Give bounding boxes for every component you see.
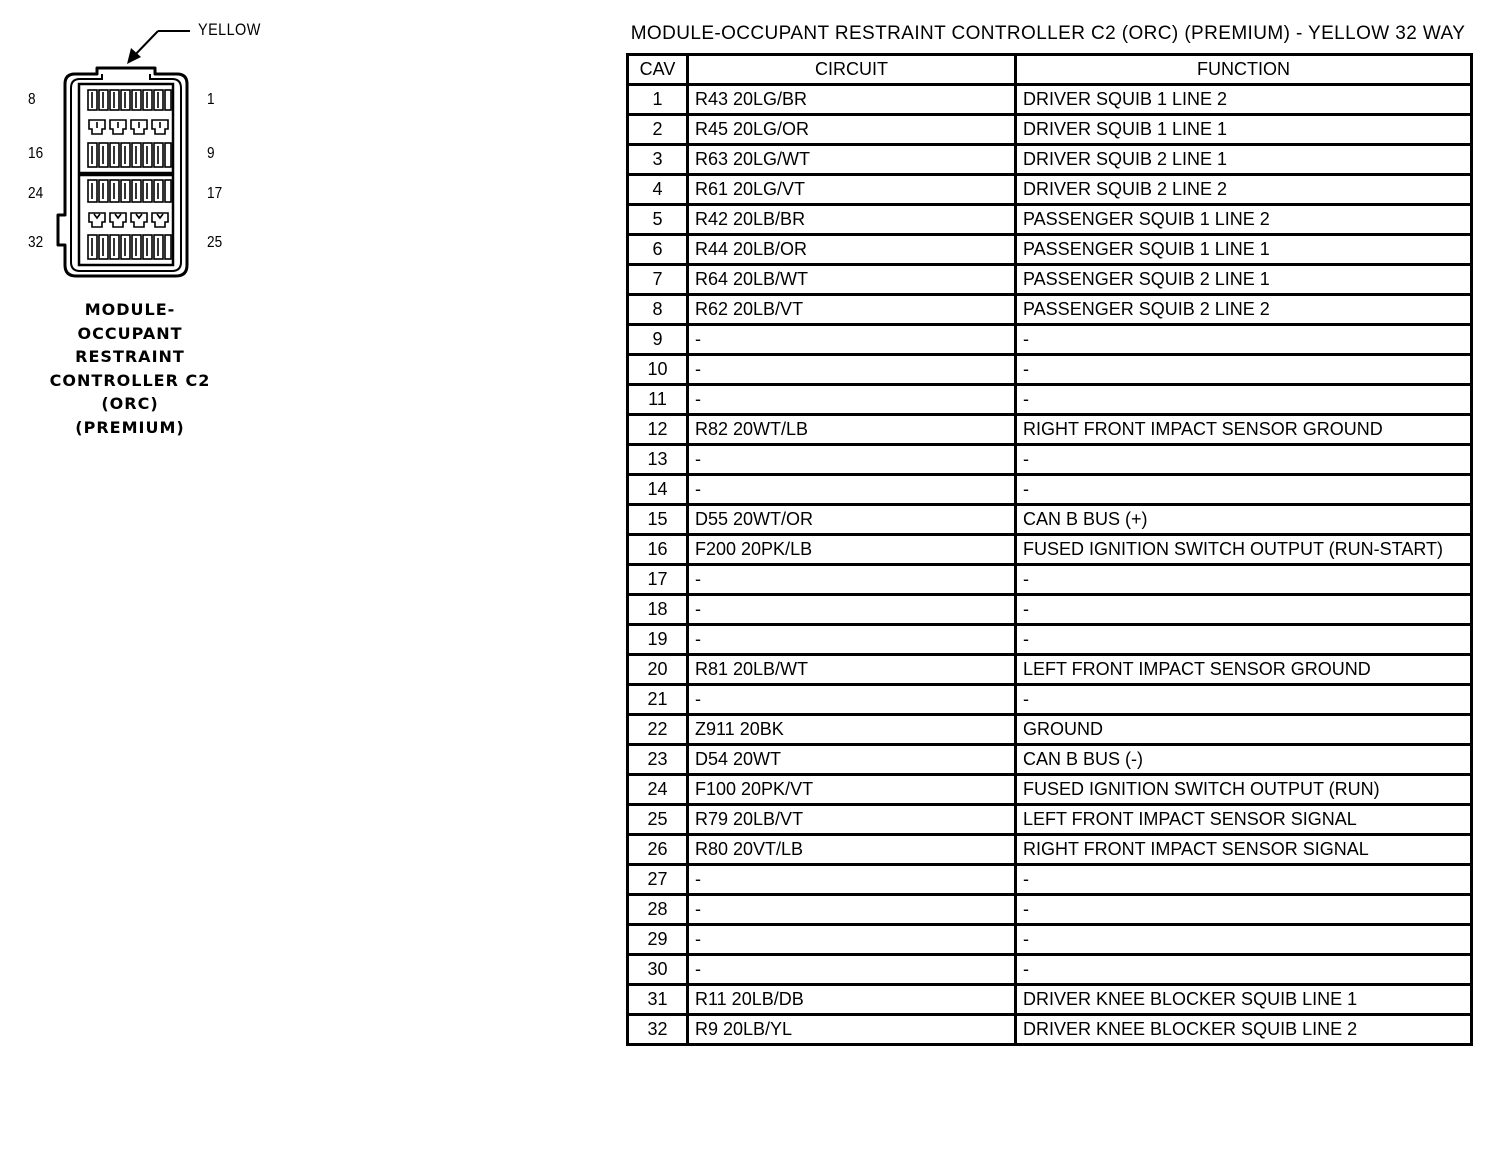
cav-cell: 20 [628, 655, 688, 685]
circuit-cell: - [688, 865, 1016, 895]
cav-cell: 4 [628, 175, 688, 205]
cav-cell: 14 [628, 475, 688, 505]
cav-cell: 13 [628, 445, 688, 475]
function-cell: RIGHT FRONT IMPACT SENSOR GROUND [1016, 415, 1472, 445]
table-row [628, 1015, 1472, 1045]
pin-label-16: 16 [28, 145, 44, 162]
connector-shell [58, 68, 187, 276]
cav-cell: 27 [628, 865, 688, 895]
circuit-cell: R82 20WT/LB [688, 415, 1016, 445]
cav-cell: 3 [628, 145, 688, 175]
function-cell: PASSENGER SQUIB 1 LINE 2 [1016, 205, 1472, 235]
function-cell: FUSED IGNITION SWITCH OUTPUT (RUN) [1016, 775, 1472, 805]
table-row [628, 145, 1472, 175]
connector-title-line: OCCUPANT [77, 323, 183, 343]
circuit-cell: - [688, 625, 1016, 655]
function-cell: DRIVER SQUIB 2 LINE 1 [1016, 145, 1472, 175]
circuit-cell: - [688, 925, 1016, 955]
table-row [628, 805, 1472, 835]
cav-cell: 24 [628, 775, 688, 805]
circuit-cell: - [688, 445, 1016, 475]
function-cell: - [1016, 955, 1472, 985]
cav-cell: 22 [628, 715, 688, 745]
table-row [628, 925, 1472, 955]
cav-cell: 29 [628, 925, 688, 955]
cav-cell: 31 [628, 985, 688, 1015]
table-row [628, 115, 1472, 145]
connector-face-drawing [0, 0, 300, 300]
circuit-cell: - [688, 895, 1016, 925]
circuit-cell: - [688, 475, 1016, 505]
table-row [628, 565, 1472, 595]
circuit-cell: R45 20LG/OR [688, 115, 1016, 145]
table-row [628, 415, 1472, 445]
lower-cavity-row-top [88, 180, 171, 202]
function-cell: - [1016, 625, 1472, 655]
connector-diagram [0, 0, 300, 300]
table-row [628, 895, 1472, 925]
circuit-cell: R81 20LB/WT [688, 655, 1016, 685]
circuit-cell: R64 20LB/WT [688, 265, 1016, 295]
table-row [628, 835, 1472, 865]
circuit-cell: D55 20WT/OR [688, 505, 1016, 535]
upper-cavity-row-bottom [88, 143, 171, 167]
pinout-table [626, 53, 1473, 1046]
circuit-cell: R43 20LG/BR [688, 85, 1016, 115]
table-row [628, 265, 1472, 295]
function-cell: - [1016, 865, 1472, 895]
cav-cell: 28 [628, 895, 688, 925]
table-row [628, 535, 1472, 565]
circuit-cell: R61 20LG/VT [688, 175, 1016, 205]
color-callout-label: YELLOW [198, 20, 261, 39]
pin-label-17: 17 [207, 185, 223, 202]
circuit-cell: Z911 20BK [688, 715, 1016, 745]
upper-squib-cavities [89, 120, 168, 134]
table-row [628, 85, 1472, 115]
table-row [628, 445, 1472, 475]
function-cell: DRIVER SQUIB 1 LINE 2 [1016, 85, 1472, 115]
pin-label-25: 25 [207, 234, 223, 251]
function-cell: RIGHT FRONT IMPACT SENSOR SIGNAL [1016, 835, 1472, 865]
cav-cell: 23 [628, 745, 688, 775]
table-row [628, 505, 1472, 535]
header-function: FUNCTION [1016, 55, 1472, 85]
function-cell: - [1016, 355, 1472, 385]
lower-squib-cavities [89, 213, 168, 227]
table-row [628, 985, 1472, 1015]
table-row [628, 685, 1472, 715]
table-title: MODULE-OCCUPANT RESTRAINT CONTROLLER C2 (ORC) (PREMIUM) - YELLOW 32 WAY [630, 23, 1466, 44]
cav-cell: 2 [628, 115, 688, 145]
function-cell: DRIVER KNEE BLOCKER SQUIB LINE 1 [1016, 985, 1472, 1015]
connector-title-line: MODULE- [84, 300, 176, 319]
function-cell: - [1016, 895, 1472, 925]
connector-title-line: RESTRAINT [75, 347, 185, 366]
cav-cell: 16 [628, 535, 688, 565]
function-cell: - [1016, 475, 1472, 505]
function-cell: CAN B BUS (-) [1016, 745, 1472, 775]
function-cell: PASSENGER SQUIB 1 LINE 1 [1016, 235, 1472, 265]
function-cell: - [1016, 385, 1472, 415]
cav-cell: 7 [628, 265, 688, 295]
circuit-cell: R63 20LG/WT [688, 145, 1016, 175]
circuit-cell: R62 20LB/VT [688, 295, 1016, 325]
cav-cell: 1 [628, 85, 688, 115]
circuit-cell: - [688, 565, 1016, 595]
table-row [628, 385, 1472, 415]
circuit-cell: F100 20PK/VT [688, 775, 1016, 805]
circuit-cell: - [688, 355, 1016, 385]
pin-label-9: 9 [207, 145, 215, 162]
cav-cell: 15 [628, 505, 688, 535]
circuit-cell: R44 20LB/OR [688, 235, 1016, 265]
table-row [628, 325, 1472, 355]
table-row [628, 355, 1472, 385]
circuit-cell: R79 20LB/VT [688, 805, 1016, 835]
cav-cell: 30 [628, 955, 688, 985]
connector-title-line: (PREMIUM) [75, 417, 185, 437]
circuit-cell: R80 20VT/LB [688, 835, 1016, 865]
connector-title-line: CONTROLLER C2 (ORC) [49, 370, 211, 413]
circuit-cell: - [688, 955, 1016, 985]
table-row [628, 595, 1472, 625]
table-row [628, 745, 1472, 775]
pin-label-8: 8 [28, 91, 36, 108]
circuit-cell: - [688, 385, 1016, 415]
function-cell: PASSENGER SQUIB 2 LINE 1 [1016, 265, 1472, 295]
table-header-row [628, 55, 1472, 85]
header-circuit: CIRCUIT [688, 55, 1016, 85]
table-row [628, 655, 1472, 685]
cav-cell: 17 [628, 565, 688, 595]
function-cell: DRIVER SQUIB 2 LINE 2 [1016, 175, 1472, 205]
function-cell: - [1016, 925, 1472, 955]
circuit-cell: - [688, 325, 1016, 355]
cav-cell: 5 [628, 205, 688, 235]
cav-cell: 11 [628, 385, 688, 415]
lower-cavity-row-bottom [88, 235, 171, 259]
cav-cell: 19 [628, 625, 688, 655]
table-row [628, 775, 1472, 805]
function-cell: - [1016, 595, 1472, 625]
color-callout-arrow [127, 31, 190, 64]
circuit-cell: R9 20LB/YL [688, 1015, 1016, 1045]
function-cell: LEFT FRONT IMPACT SENSOR GROUND [1016, 655, 1472, 685]
function-cell: DRIVER KNEE BLOCKER SQUIB LINE 2 [1016, 1015, 1472, 1045]
cav-cell: 12 [628, 415, 688, 445]
header-cav: CAV [628, 55, 688, 85]
table-row [628, 475, 1472, 505]
table-row [628, 865, 1472, 895]
cav-cell: 18 [628, 595, 688, 625]
function-cell: FUSED IGNITION SWITCH OUTPUT (RUN-START) [1016, 535, 1472, 565]
table-row [628, 205, 1472, 235]
table-row [628, 175, 1472, 205]
cav-cell: 25 [628, 805, 688, 835]
table-body [628, 85, 1472, 1045]
function-cell: GROUND [1016, 715, 1472, 745]
function-cell: - [1016, 445, 1472, 475]
upper-cavity-row-top [88, 90, 171, 110]
circuit-cell: F200 20PK/LB [688, 535, 1016, 565]
function-cell: DRIVER SQUIB 1 LINE 1 [1016, 115, 1472, 145]
connector-title [20, 298, 240, 439]
circuit-cell: D54 20WT [688, 745, 1016, 775]
pin-label-32: 32 [28, 234, 44, 251]
function-cell: - [1016, 325, 1472, 355]
circuit-cell: R42 20LB/BR [688, 205, 1016, 235]
pin-label-1: 1 [207, 91, 215, 108]
cav-cell: 9 [628, 325, 688, 355]
table-row [628, 295, 1472, 325]
cav-cell: 26 [628, 835, 688, 865]
cav-cell: 6 [628, 235, 688, 265]
cav-cell: 21 [628, 685, 688, 715]
function-cell: CAN B BUS (+) [1016, 505, 1472, 535]
cav-cell: 10 [628, 355, 688, 385]
function-cell: PASSENGER SQUIB 2 LINE 2 [1016, 295, 1472, 325]
pin-label-24: 24 [28, 185, 44, 202]
cav-cell: 32 [628, 1015, 688, 1045]
circuit-cell: - [688, 685, 1016, 715]
table-row [628, 955, 1472, 985]
table-row [628, 235, 1472, 265]
circuit-cell: - [688, 595, 1016, 625]
function-cell: LEFT FRONT IMPACT SENSOR SIGNAL [1016, 805, 1472, 835]
table-row [628, 625, 1472, 655]
function-cell: - [1016, 685, 1472, 715]
table-row [628, 715, 1472, 745]
circuit-cell: R11 20LB/DB [688, 985, 1016, 1015]
function-cell: - [1016, 565, 1472, 595]
cav-cell: 8 [628, 295, 688, 325]
